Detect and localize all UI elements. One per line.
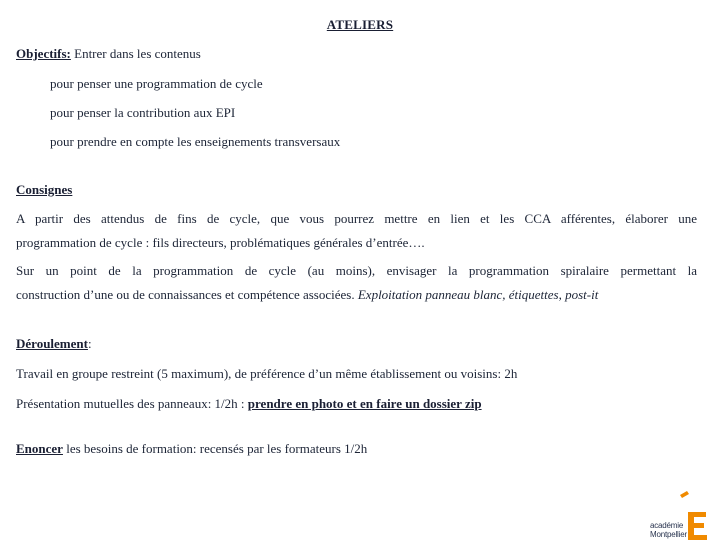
consignes-heading <box>16 182 72 198</box>
objectifs-label: Objectifs: <box>16 46 71 61</box>
consignes-p2-text: construction d’une ou de connaissances et compétence associées. <box>16 287 355 302</box>
objectif-item: pour penser la contribution aux EPI <box>50 105 236 120</box>
objectif-item: pour prendre en compte les enseignements transversaux <box>50 134 341 149</box>
enoncer-line <box>16 441 367 457</box>
page-title: ATELIERS <box>326 17 394 32</box>
deroulement-line2 <box>16 396 482 412</box>
deroulement-line2-text: Présentation mutuelles des panneaux: 1/2h : <box>16 396 248 411</box>
consignes-p2-line1: Sur un point de la programmation de cycle (au moins), envisager la programmation spiralaire permettant la <box>16 263 697 278</box>
objectifs-line <box>16 46 201 62</box>
deroulement-colon: : <box>87 336 92 351</box>
logo-e-letter <box>688 512 707 540</box>
consignes-p1-line1: A partir des attendus de fins de cycle, que vous pourrez mettre en lien et les CCA afférentes, élaborer une <box>16 211 697 226</box>
logo-text-line2: Montpellier <box>650 530 687 539</box>
enoncer-label: Enoncer <box>16 441 63 456</box>
deroulement-line1: Travail en groupe restreint (5 maximum), de préférence d’un même établissement ou voisins: 2h <box>16 366 518 381</box>
deroulement-line2-emphasis: prendre en photo et en faire un dossier zip <box>247 396 482 411</box>
enoncer-text: les besoins de formation: recensés par les formateurs 1/2h <box>62 441 368 456</box>
logo-text-line1: académie <box>650 521 684 530</box>
consignes-p2-italic: Exploitation panneau blanc, étiquettes, post-it <box>357 287 599 302</box>
objectif-item: pour penser une programmation de cycle <box>50 76 263 91</box>
objectifs-text: Entrer dans les contenus <box>70 46 201 61</box>
deroulement-heading <box>16 336 92 352</box>
consignes-p1-line2: programmation de cycle : fils directeurs, problématiques générales d’entrée…. <box>16 235 425 250</box>
consignes-p2-line2 <box>16 287 598 303</box>
logo-accent-mark <box>680 491 689 498</box>
consignes-label: Consignes <box>16 182 73 197</box>
deroulement-label: Déroulement <box>16 336 88 351</box>
